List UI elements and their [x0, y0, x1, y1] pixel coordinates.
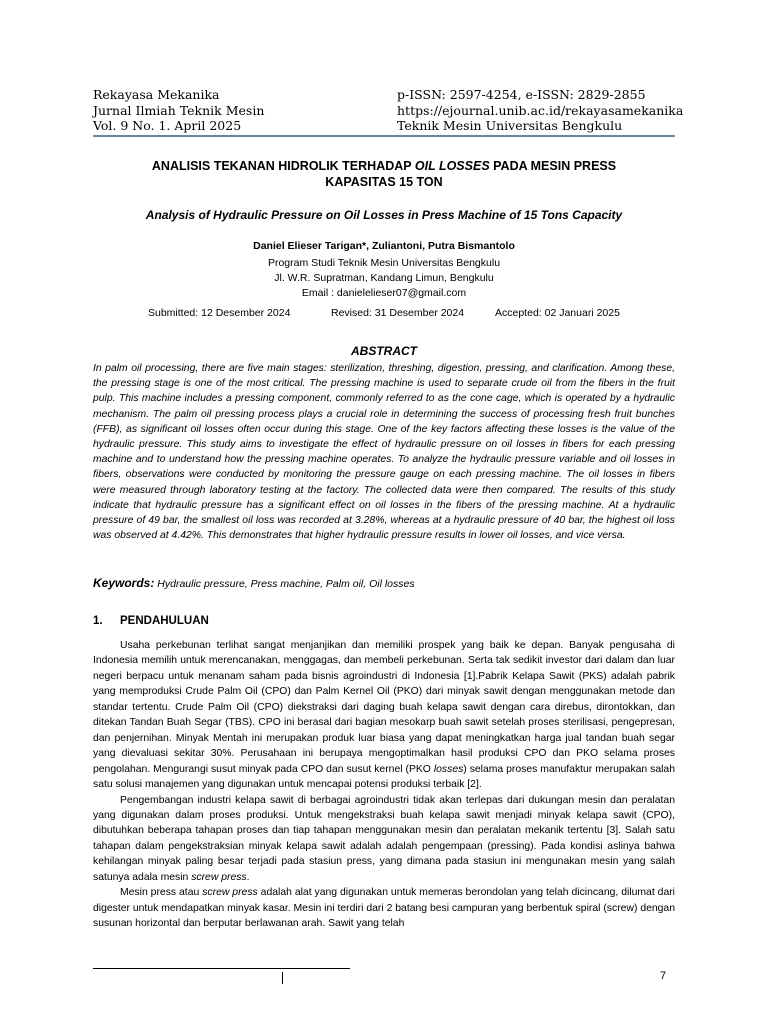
section-heading	[93, 615, 209, 627]
paragraph	[93, 793, 675, 886]
paragraph-emphasis: screw press	[202, 887, 258, 899]
date-submitted: Submitted: 12 Desember 2024	[148, 307, 291, 319]
paragraph-text: Mesin press atau	[120, 887, 203, 899]
section-number: 1.	[93, 615, 103, 627]
paragraph-text: adalah alat yang digunakan untuk memeras berondolan yang telah dicincang, dilumat dari digester untuk mendapatkan minyak kasar. Mesin ini terdiri dari 2 batang besi campuran yang berbentuk spiral (screw) dengan susunan horizontal dan berputar berlawanan arah. Sawit yang telah	[93, 887, 675, 930]
paper-english-title: Analysis of Hydraulic Pressure on Oil Losses in Press Machine of 15 Tons Capacity	[145, 208, 623, 222]
title-part: PADA MESIN PRESS	[489, 159, 617, 173]
footer-marker	[282, 972, 283, 984]
abstract-text: In palm oil processing, there are five main stages: sterilization, threshing, digestion, pressing, and clarification. Among these, the pressing stage is one of the most critical. The pressing machine is used to separate crude oil from the fibers in the fruit pulp. This machine includes a pressing component, commonly referred to as the cone cage, which is operated by a hydraulic mechanism. The palm oil pressing process plays a crucial role in determining the success of processing fresh fruit bunches (FFB), as significant oil losses often occur during this stage. One of the key factors affecting these losses is the value of the hydraulic pressure. This study aims to investigate the effect of hydraulic pressure on oil losses in fibers for each pressing machine and to understand how the pressing machine operates. To analyze the hydraulic pressure variable and oil losses in fibers, observations were conducted by monitoring the pressure gauge on each pressing machine. The oil losses in fibers were measured through laboratory testing at the factory. The collected data were then compared. The results of this study indicate that hydraulic pressure has a significant effect on oil losses in the fibers of the pressing machine. At a hydraulic pressure of 49 bar, the smallest oil loss was recorded at 3.28%, whereas at a hydraulic pressure of 40 bar, the highest oil loss was observed at 4.42%. This demonstrates that higher hydraulic pressure results in lower oil losses, and vice versa.	[93, 363, 675, 542]
affiliation-email[interactable]: Email : danielelieser07@gmail.com	[301, 287, 467, 299]
journal-header-left	[93, 87, 264, 134]
paragraph-emphasis: losses	[433, 763, 464, 775]
paragraph-text: ) selama proses manufaktur merupakan salah satu solusi manajemen yang digunakan untuk mencapai potensi produksi terbaik [2].	[93, 763, 675, 791]
journal-volume: Vol. 9 No. 1. April 2025	[93, 118, 242, 133]
body-text	[93, 638, 675, 932]
date-accepted: Accepted: 02 Januari 2025	[495, 307, 620, 319]
journal-issn: p-ISSN: 2597-4254, e-ISSN: 2829-2855	[397, 87, 646, 102]
title-emphasis: OIL LOSSES	[414, 159, 490, 173]
keywords-list: Hydraulic pressure, Press machine, Palm oil, Oil losses	[154, 578, 415, 590]
paragraph	[93, 885, 675, 931]
journal-subtitle: Jurnal Ilmiah Teknik Mesin	[93, 102, 265, 118]
keywords-label: Keywords:	[93, 576, 155, 590]
journal-name: Rekayasa Mekanika	[93, 87, 220, 102]
footer-divider	[93, 968, 350, 969]
header-divider	[93, 135, 675, 137]
journal-header-right	[397, 87, 683, 134]
title-part: ANALISIS TEKANAN HIDROLIK TERHADAP	[151, 159, 415, 173]
paper-title	[93, 158, 675, 190]
paragraph-emphasis: screw press	[191, 871, 247, 883]
abstract-heading: ABSTRACT	[351, 344, 417, 358]
title-line-2: KAPASITAS 15 TON	[325, 175, 443, 189]
affiliation-program: Program Studi Teknik Mesin Universitas Bengkulu	[267, 257, 501, 269]
affiliation	[93, 256, 675, 301]
date-revised: Revised: 31 Desember 2024	[331, 307, 465, 319]
journal-publisher: Teknik Mesin Universitas Bengkulu	[397, 118, 623, 133]
paragraph-text: Usaha perkebunan terlihat sangat menjanjikan dan memiliki prospek yang baik ke depan. Banyak pengusaha di Indonesia memilih untuk merencanakan, menggagas, dan membeli perkebunan. Serta tak sedikit investor dari dalam dan luar negeri berpacu untuk menanam saham pada bisnis agroindustri di Indonesia [1].Pabrik Kelapa Sawit (PKS) adalah pabrik yang memproduksi Crude Palm Oil (CPO) dan Palm Kernel Oil (PKO) dari minyak sawit dengan menggunakan metode dan standar tertentu. Crude Palm Oil (CPO) diekstraksi dari daging buah kelapa sawit dengan cara direbus, dirontokkan, dan ditekan Tandan Buah Segar (TBS). CPO ini berasal dari bagian mesokarp buah sawit setelah proses sterilisasi, pengepresan, dan penjernihan. Minyak Mentah ini merupakan produk luar biasa yang dapat meningkatkan harga jual tandan buah segar yang dievaluasi sekitar 30%. Perusahaan ini berupaya mengoptimalkan hasil produksi CPO dan PKO selama proses pengolahan. Mengurangi susut minyak pada CPO dan susut kernel (PKO	[93, 640, 675, 775]
journal-url[interactable]: https://ejournal.unib.ac.id/rekayasamekanika	[397, 102, 684, 118]
section-title: PENDAHULUAN	[120, 615, 209, 627]
paragraph-text: .	[246, 871, 250, 883]
author-list: Daniel Elieser Tarigan*, Zuliantoni, Putra Bismantolo	[253, 240, 515, 252]
keywords	[93, 576, 675, 590]
affiliation-address: Jl. W.R. Supratman, Kandang Limun, Bengkulu	[274, 272, 494, 284]
paragraph	[93, 638, 675, 793]
page-number: 7	[660, 970, 667, 982]
paragraph-text: Pengembangan industri kelapa sawit di berbagai agroindustri tidak akan terlepas dari dukungan mesin dan peralatan yang digunakan dalam proses produksi. Untuk mengekstraksi buah kelapa sawit menjadi minyak kelapa sawit (CPO), dibutuhkan beberapa tahapan proses dan tiap tahapan menggunakan mesin dan peralatan mekanik tertentu [3]. Salah satu tahapan dalam pengekstraksian minyak kelapa sawit adalah adalah pengempaan (pressing). Pada kondisi aslinya bahwa kehilangan minyak paling besar terjadi pada stasiun press, yang dimana pada stasiun ini mengunakan mesin yang salah satunya adala mesin	[93, 794, 675, 883]
